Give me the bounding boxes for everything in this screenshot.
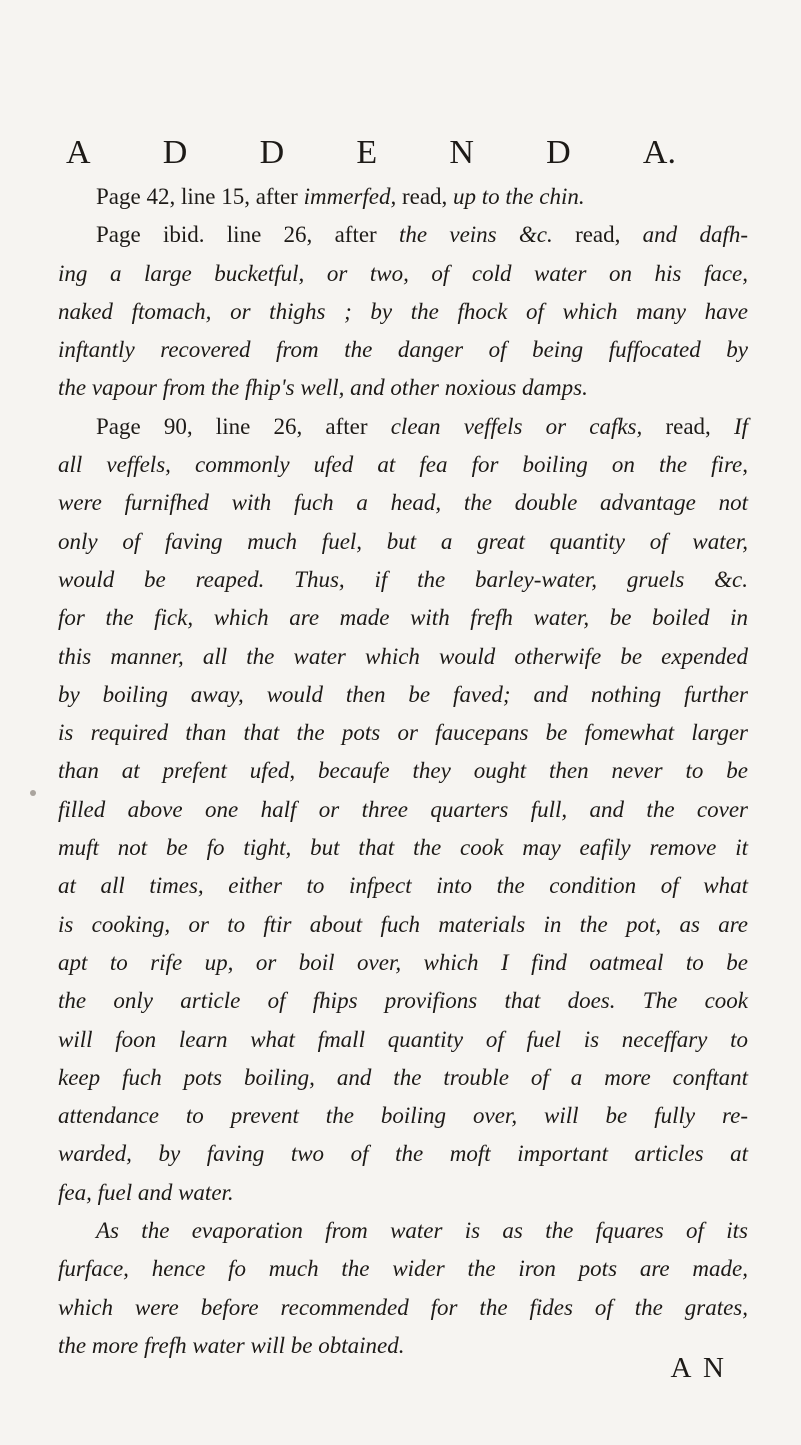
text-line: than at prefent ufed, becaufe they ought then never to be: [58, 758, 748, 784]
text-line: apt to rife up, or boil over, which I find oatmeal to be: [58, 949, 748, 975]
heading-letter: A.: [642, 134, 676, 171]
correction-text: and dafh-: [642, 222, 748, 248]
heading-letter: D: [259, 134, 285, 171]
quoted-phrase: the veins: [399, 222, 497, 248]
catchword: A N: [670, 1352, 727, 1384]
read-label: read,: [575, 222, 621, 248]
correction-text: If: [733, 413, 749, 439]
read-label: read,: [665, 413, 711, 439]
text-line: at all times, either to infpect into the condition of what: [58, 873, 748, 899]
quoted-phrase: immerfed,: [303, 184, 397, 209]
text-line: all veffels, commonly ufed at fea for boiling on the fire,: [58, 452, 748, 478]
addenda-text: [58, 178, 748, 1365]
text-line: the more frefh water will be obtained.: [58, 1332, 405, 1358]
heading-letter: A: [66, 134, 91, 171]
text-line: the vapour from the fhip's well, and other noxious damps.: [58, 375, 588, 401]
paragraph-4-line: As the evaporation from water is as the fquares of its: [96, 1218, 748, 1244]
heading-letter: E: [356, 134, 378, 171]
text-line: by boiling away, would then be faved; and nothing further: [58, 681, 748, 707]
ink-speck: [30, 790, 36, 796]
page-reference: Page 42, line 15, after: [96, 184, 298, 209]
page-reference: Page ibid. line 26, after: [96, 222, 377, 248]
text-line: which were before recommended for the fides of the grates,: [58, 1294, 748, 1320]
heading-letter: N: [449, 134, 474, 171]
heading-letter: D: [546, 134, 571, 171]
text-line: is required than that the pots or faucepans be fomewhat larger: [58, 720, 748, 746]
read-label: read,: [401, 184, 448, 209]
text-line: would be reaped. Thus, if the barley-water, gruels &c.: [58, 566, 748, 592]
text-line: were furnifhed with fuch a head, the double advantage not: [58, 490, 748, 516]
paragraph-3-line: [58, 408, 748, 446]
text-line: inftantly recovered from the danger of being fuffocated by: [58, 337, 748, 363]
text-line: is cooking, or to ftir about fuch materials in the pot, as are: [58, 911, 748, 937]
paragraph-2-line: [58, 216, 748, 254]
quoted-phrase: clean veffels or cafks,: [390, 413, 643, 439]
text-line: the only article of fhips provifions that does. The cook: [58, 988, 748, 1014]
text-line: muft not be fo tight, but that the cook may eafily remove it: [58, 835, 748, 861]
text-line: naked ftomach, or thighs ; by the fhock of which many have: [58, 298, 748, 324]
text-line: ing a large bucketful, or two, of cold water on his face,: [58, 260, 748, 286]
text-line: keep fuch pots boiling, and the trouble of a more conftant: [58, 1064, 748, 1090]
page-heading: [66, 133, 676, 173]
paragraph-1-line: [58, 178, 748, 216]
text-line: will foon learn what fmall quantity of fuel is neceffary to: [58, 1026, 748, 1052]
text-line: only of faving much fuel, but a great quantity of water,: [58, 528, 748, 554]
text-line: furface, hence fo much the wider the iron pots are made,: [58, 1256, 748, 1282]
text-line: warded, by faving two of the moft important articles at: [58, 1141, 748, 1167]
etc-mark: &c.: [518, 222, 553, 248]
correction-text: up to the chin.: [453, 184, 585, 209]
page-reference: Page 90, line 26, after: [96, 413, 368, 439]
text-line: for the fick, which are made with frefh water, be boiled in: [58, 605, 748, 631]
heading-letter: D: [162, 134, 188, 171]
text-line: attendance to prevent the boiling over, will be fully re-: [58, 1103, 748, 1129]
text-line: fea, fuel and water.: [58, 1179, 234, 1205]
text-line: this manner, all the water which would otherwife be expended: [58, 643, 748, 669]
text-line: filled above one half or three quarters full, and the cover: [58, 796, 748, 822]
